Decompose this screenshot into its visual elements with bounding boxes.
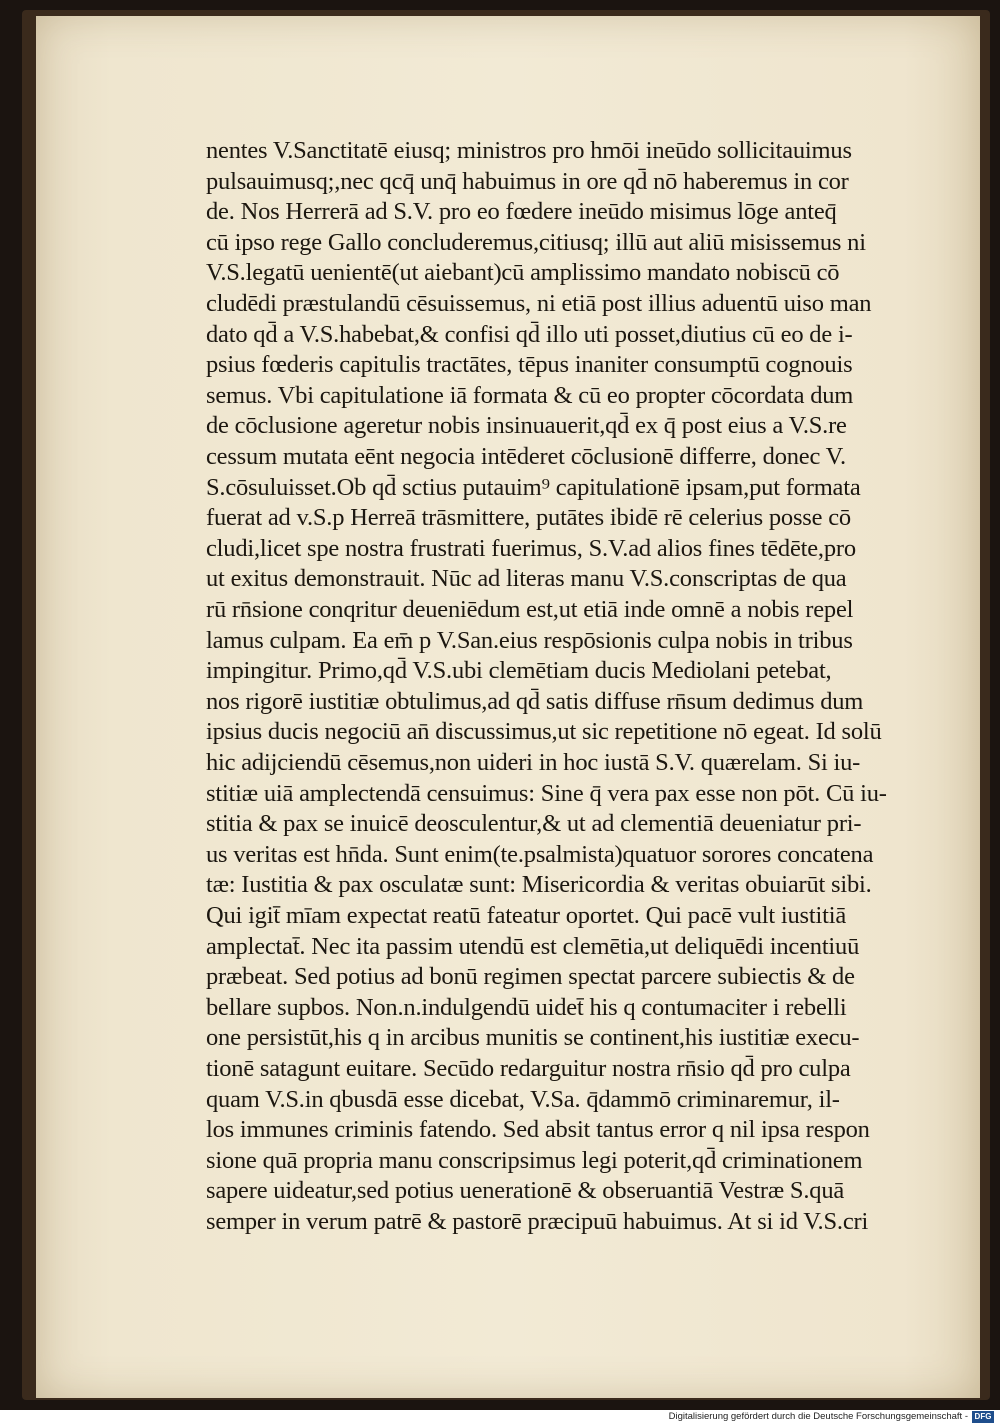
text-line: stitiæ uiā amplectendā censuimus: Sine q̄ vera pax esse non pōt. Cū iu- xyxy=(206,779,887,807)
text-line: lamus culpam. Ea em̄ p V.San.eius respōsionis culpa nobis in tribus xyxy=(206,626,853,654)
text-line: nentes V.Sanctitatē eiusq; ministros pro hmōi ineūdo sollicitauimus xyxy=(206,137,852,164)
text-line: de. Nos Herrerā ad S.V. pro eo fœdere ineūdo misimus lōge anteq̄ xyxy=(206,198,837,226)
book-page xyxy=(36,16,980,1398)
text-line: psius fœderis capitulis tractātes, tēpus inaniter consumptū cognouis xyxy=(206,351,853,379)
text-line: de cōclusione ageretur nobis insinuauerit,qd̄ ex q̄ post eius a V.S.re xyxy=(206,412,847,440)
text-line: tæ: Iustitia & pax osculatæ sunt: Misericordia & veritas obuiarūt sibi. xyxy=(206,871,872,899)
text-line: stitia & pax se inuicē deosculentur,& ut ad clementiā deueniatur pri- xyxy=(206,810,862,838)
text-line: hic adijciendū cēsemus,non uideri in hoc iustā S.V. quærelam. Si iu- xyxy=(206,749,861,776)
text-line: V.S.legatū uenientē(ut aiebant)cū amplissimo mandato nobiscū cō xyxy=(206,259,840,287)
text-line: fuerat ad v.S.p Herreā trāsmittere, putātes ibidē rē celerius posse cō xyxy=(206,504,851,532)
text-line: ipsius ducis negociū an̄ discussimus,ut sic repetitione nō egeat. Id solū xyxy=(206,718,882,746)
text-line: one persistūt,his q in arcibus munitis se continent,his iustitiæ execu- xyxy=(206,1024,860,1052)
text-line: præbeat. Sed potius ad bonū regimen spectat parcere subiectis & de xyxy=(206,963,855,991)
text-line: us veritas est hn̄da. Sunt enim(te.psalmista)quatuor sorores concatena xyxy=(206,840,874,868)
text-line: semper in verum patrē & pastorē præcipuū habuimus. At si id V.S.cri xyxy=(206,1208,869,1235)
text-block xyxy=(206,134,966,1244)
digitization-credit: Digitalisierung gefördert durch die Deutsche Forschungsgemeinschaft - xyxy=(668,1411,968,1422)
text-line: cludēdi præstulandū cēsuissemus, ni etiā post illius aduentū uiso man xyxy=(206,290,872,317)
text-line: semus. Vbi capitulatione iā formata & cū eo propter cōcordata dum xyxy=(206,381,854,409)
text-line: cludi,licet spe nostra frustrati fuerimus, S.V.ad alios fines tēdēte,pro xyxy=(206,534,856,562)
text-line: cessum mutata eēnt negocia intēderet cōclusionē differre, donec V. xyxy=(206,443,846,470)
text-line: pulsauimusq;,nec qcq̄ unq̄ habuimus in ore qd̄ nō haberemus in cor xyxy=(206,167,849,195)
text-line: sione quā propria manu conscripsimus legi poterit,qd̄ criminationem xyxy=(206,1146,863,1174)
text-line: rū rn̄sione conqritur deueniēdum est,ut etiā inde omnē a nobis repel xyxy=(206,596,854,623)
dfg-logo: DFG xyxy=(972,1411,994,1423)
text-line: nos rigorē iustitiæ obtulimus,ad qd̄ satis diffuse rn̄sum dedimus dum xyxy=(206,687,864,715)
text-line: sapere uideatur,sed potius uenerationē & obseruantiā Vestræ S.quā xyxy=(206,1177,845,1205)
text-line: los immunes criminis fatendo. Sed absit tantus error q nil ipsa respon xyxy=(206,1116,870,1144)
text-line: bellare supbos. Non.n.indulgendū uidet̄ his q contumaciter i rebelli xyxy=(206,993,847,1021)
text-line: amplectat̄. Nec ita passim utendū est clemētia,ut deliquēdi incentiuū xyxy=(206,932,860,960)
text-line: cū ipso rege Gallo concluderemus,citiusq; illū aut aliū misissemus ni xyxy=(206,228,866,256)
text-line: tionē satagunt euitare. Secūdo redarguitur nostra rn̄sio qd̄ pro culpa xyxy=(206,1055,851,1082)
text-line: S.cōsuluisset.Ob qd̄ sctius putauim⁹ capitulationē ipsam,put formata xyxy=(206,473,861,501)
text-line: Qui igit̄ mīam expectat reatū fateatur oportet. Qui pacē vult iustitiā xyxy=(206,902,846,929)
text-line: quam V.S.in qbusdā esse dicebat, V.Sa. q̄dammō criminaremur, il- xyxy=(206,1085,840,1113)
text-line: impingitur. Primo,qd̄ V.S.ubi clemētiam ducis Mediolani petebat, xyxy=(206,657,832,685)
text-line: dato qd̄ a V.S.habebat,& confisi qd̄ illo uti posset,diutius cū eo de i- xyxy=(206,320,853,348)
text-line: ut exitus demonstrauit. Nūc ad literas manu V.S.conscriptas de qua xyxy=(206,565,847,593)
